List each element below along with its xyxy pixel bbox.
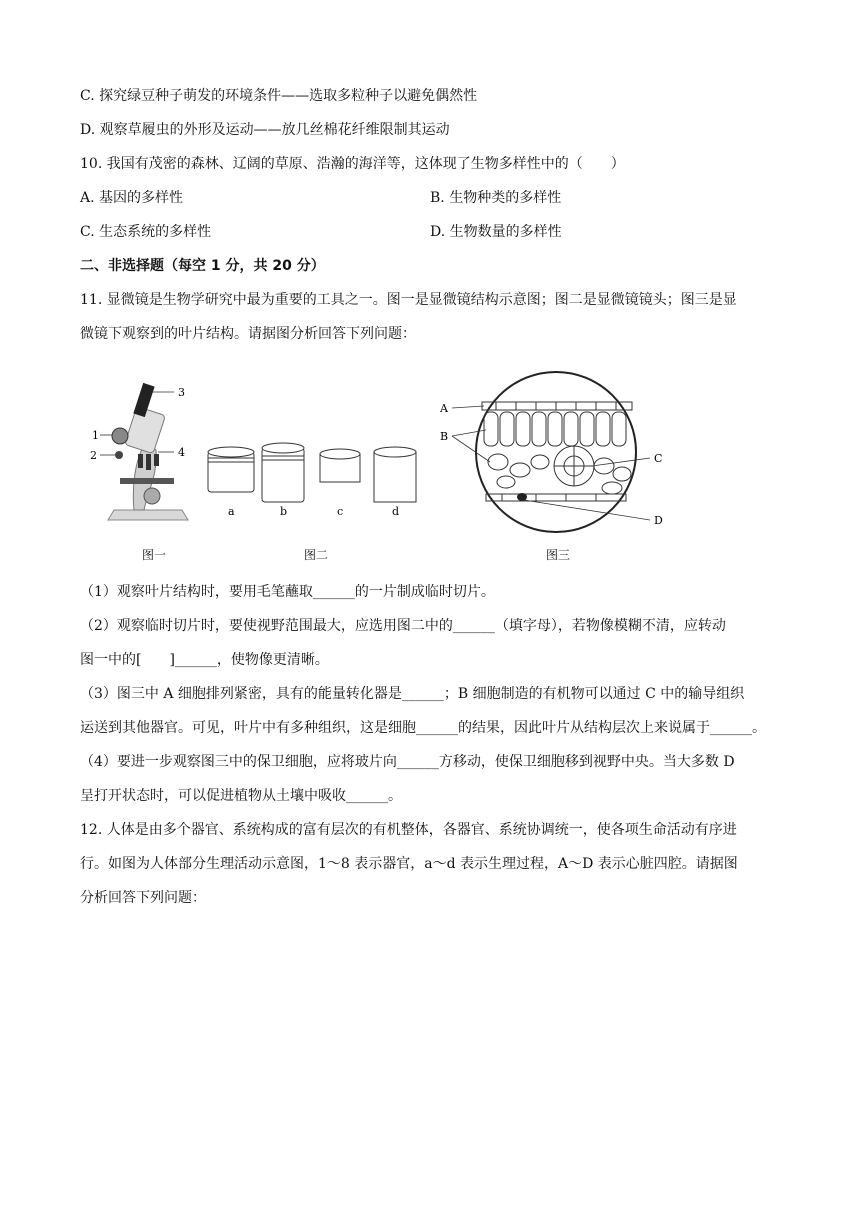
q11-sub2-line1: （2）观察临时切片时，要使视野范围最大，应选用图二中的______（填字母），若物像模糊不清，应转动 [80, 618, 726, 634]
lens-c [320, 449, 360, 482]
q9-option-c: C. 探究绿豆种子萌发的环境条件——选取多粒种子以避免偶然性 [80, 88, 478, 104]
fig3-label-D: D [654, 514, 663, 527]
microscope-base [108, 510, 188, 520]
microscope-figure [86, 380, 196, 530]
q10-option-d: D. 生物数量的多样性 [430, 224, 562, 240]
objective-lens-3 [154, 454, 159, 466]
leaf-section-figure [436, 370, 676, 540]
q11-sub4-line1: （4）要进一步观察图三中的保卫细胞，应将玻片向______方移动，使保卫细胞移到视野中央。当大多数 D [80, 754, 735, 770]
coarse-focus-knob [112, 428, 128, 444]
caption-fig3: 图三 [546, 548, 571, 562]
lens-b [262, 443, 304, 502]
fig3-label-C: C [654, 452, 663, 465]
microscope-stage [120, 478, 174, 484]
q11-sub3-line1: （3）图三中 A 细胞排列紧密，具有的能量转化器是______；B 细胞制造的有机物可以通过 C 中的输导组织 [80, 686, 745, 702]
q11-sub3-line2: 运送到其他器官。可见，叶片中有多种组织，这是细胞______的结果，因此叶片从结构层次上来说属于______。 [80, 720, 766, 736]
objective-lens-2 [146, 454, 151, 470]
fig2-label-b: b [280, 505, 288, 518]
stoma [517, 493, 527, 501]
microscope-mirror [144, 488, 160, 504]
caption-fig1: 图一 [142, 548, 167, 562]
fig2-label-c: c [337, 505, 344, 518]
q11-sub1: （1）观察叶片结构时，要用毛笔蘸取______的一片制成临时切片。 [80, 584, 495, 600]
q9-option-d: D. 观察草履虫的外形及运动——放几丝棉花纤维限制其运动 [80, 122, 450, 138]
q12-stem-line3: 分析回答下列问题： [80, 890, 206, 906]
q11-sub2-line2: 图一中的[ ]______，使物像更清晰。 [80, 652, 329, 668]
fig1-label-2: 2 [90, 449, 97, 462]
section-heading: 二、非选择题（每空 1 分，共 20 分） [80, 258, 325, 274]
field-of-view-circle [476, 372, 636, 532]
q12-stem-line1: 12. 人体是由多个器官、系统构成的富有层次的有机整体，各器官、系统协调统一，使各项生命活动有序进 [80, 822, 737, 838]
fig1-label-4: 4 [178, 446, 185, 459]
fig3-label-B: B [440, 430, 449, 443]
fig1-label-1: 1 [92, 429, 99, 442]
caption-fig2: 图二 [304, 548, 329, 562]
lens-d [374, 447, 416, 502]
q10-stem: 10. 我国有茂密的森林、辽阔的草原、浩瀚的海洋等，这体现了生物多样性中的（ ） [80, 156, 625, 172]
q11-stem-line1: 11. 显微镜是生物学研究中最为重要的工具之一。图一是显微镜结构示意图；图二是显微镜镜头；图三是显 [80, 292, 737, 308]
q10-option-b: B. 生物种类的多样性 [430, 190, 562, 206]
q10-option-c: C. 生态系统的多样性 [80, 224, 212, 240]
q10-option-a: A. 基因的多样性 [80, 190, 184, 206]
fig2-label-d: d [392, 505, 400, 518]
fine-focus-knob [115, 451, 123, 459]
q11-sub4-line2: 呈打开状态时，可以促进植物从土壤中吸收______。 [80, 788, 402, 804]
fig1-label-3: 3 [178, 386, 185, 399]
vein [554, 446, 594, 486]
fig2-label-a: a [228, 505, 235, 518]
lens-a [208, 447, 254, 492]
q11-stem-line2: 微镜下观察到的叶片结构。请据图分析回答下列问题： [80, 326, 416, 342]
fig3-label-A: A [440, 402, 448, 415]
lenses-figure [200, 440, 430, 530]
objective-lens-1 [138, 454, 143, 468]
q12-stem-line2: 行。如图为人体部分生理活动示意图，1～8 表示器官，a～d 表示生理过程，A～D 表示心脏四腔。请据图 [80, 856, 738, 872]
